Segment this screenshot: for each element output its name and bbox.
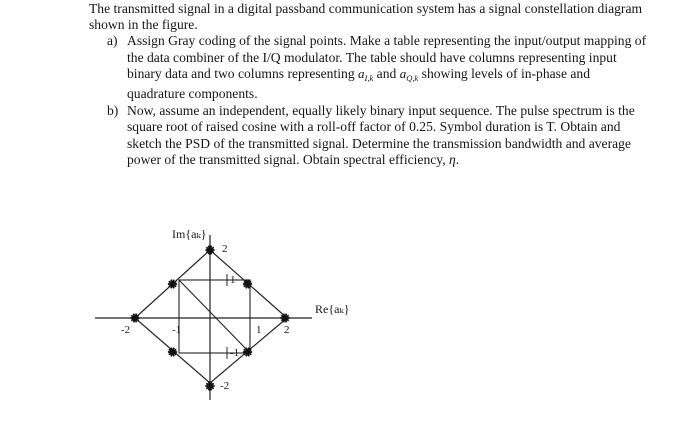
tick-label-neg-2-y: -2: [220, 380, 230, 392]
symbol-a-qk-base: a: [399, 65, 407, 81]
symbol-a-ik-subscript: I,k: [364, 72, 374, 83]
part-a-text-2: and: [373, 65, 400, 81]
constellation-point-core: [283, 316, 286, 319]
constellation-point-core: [246, 282, 249, 285]
part-b-text-2: .: [455, 151, 460, 167]
symbol-a-ik-base: a: [358, 65, 365, 81]
constellation-point-core: [246, 350, 249, 353]
symbol-a-qk-subscript: Q,k: [406, 72, 419, 83]
constellation-point: [280, 314, 289, 323]
tick-label-neg-2-x: -2: [121, 324, 131, 336]
constellation-point: [243, 280, 252, 289]
constellation-point-core: [171, 282, 174, 285]
part-b-text-1: Now, assume an independent, equally likely binary input sequence. The pulse spectrum is the square root of raised cosine with a roll-off factor of 0.25. Symbol duration is T. Obtain and sketch the PSD of the transmitted signal. Determine the transmission bandwidth and average power of the transmitted signal. Obtain spectral efficiency,: [127, 103, 635, 167]
constellation-point: [168, 348, 177, 357]
imag-axis-label: Im{aₖ}: [172, 227, 207, 241]
real-axis-label: Re{aₖ}: [315, 302, 350, 316]
tick-label-pos-2-y: 2: [222, 243, 228, 255]
outer-diamond: [135, 250, 287, 383]
problem-intro: The transmitted signal in a digital passband communication system has a signal constellation diagram shown in the figure.: [89, 1, 643, 33]
constellation-point-core: [133, 316, 136, 319]
constellation-point-core: [171, 350, 174, 353]
constellation-point-core: [208, 248, 211, 251]
tick-label-neg-1-x: -1: [172, 324, 182, 336]
inner-diagonal: [179, 280, 250, 353]
part-b-marker: b): [107, 103, 119, 119]
constellation-point: [168, 280, 177, 289]
constellation-point-core: [208, 384, 211, 387]
constellation-point: [243, 348, 252, 357]
part-a-text-1: Assign Gray coding of the signal points. Make a table representing the input/output mapping of the data combiner of the I/Q modulator. The table should have columns representing input binary data and two columns representing: [127, 33, 647, 81]
constellation-point: [130, 314, 139, 323]
eta-symbol: η: [449, 151, 456, 167]
part-a-text-3: showing levels of in-phase and quadrature components.: [127, 65, 591, 102]
tick-label-pos-1-y: 1: [230, 274, 236, 286]
tick-label-pos-1-x: 1: [256, 324, 262, 336]
tick-label-pos-2-x: 2: [284, 324, 290, 336]
part-a-marker: a): [107, 33, 118, 49]
tick-label-neg-1-y: -1: [230, 347, 240, 359]
